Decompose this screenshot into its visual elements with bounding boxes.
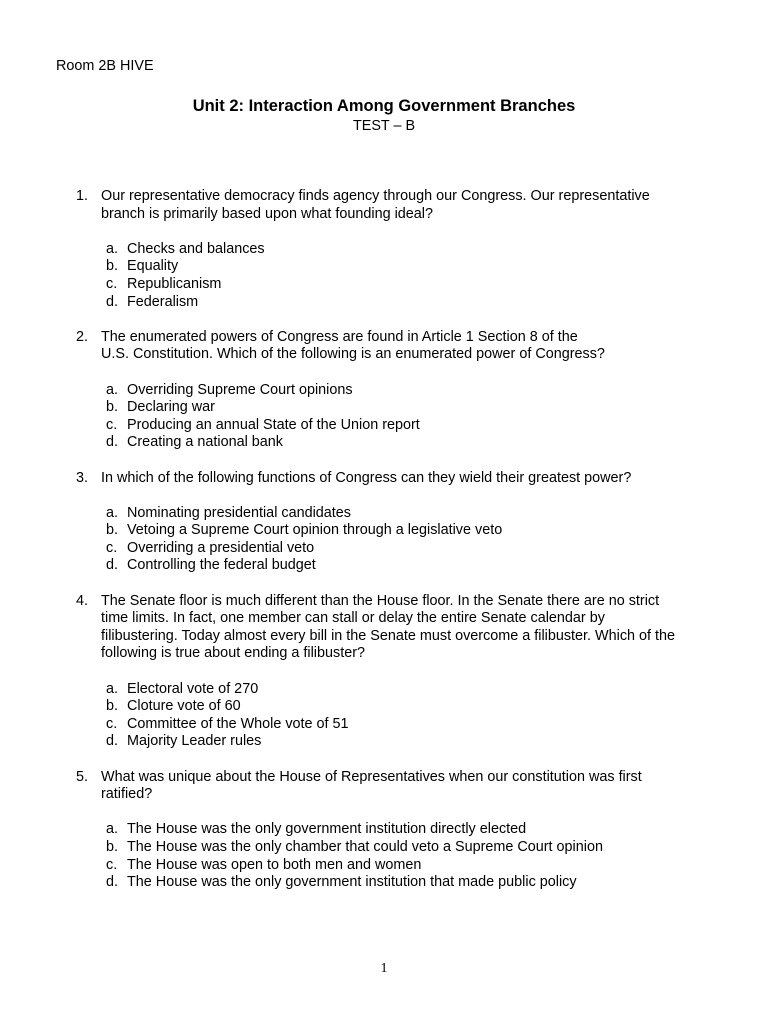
option-text: The House was the only government institution that made public policy — [127, 874, 577, 891]
option-letter: b. — [106, 838, 119, 855]
answer-option-c — [106, 540, 716, 558]
option-text: The House was the only government institution directly elected — [127, 821, 527, 838]
question-text — [101, 769, 716, 804]
answer-option-c — [106, 716, 716, 734]
question-number: 1. — [76, 188, 89, 204]
option-letter: d. — [106, 293, 119, 310]
question-text — [101, 329, 716, 364]
question-line: What was unique about the House of Representatives when our constitution was first — [101, 768, 642, 785]
option-text: Majority Leader rules — [127, 733, 262, 750]
room-label: Room 2B HIVE — [56, 58, 154, 74]
answer-options — [106, 821, 716, 891]
answer-options — [106, 241, 716, 311]
answer-option-b — [106, 258, 716, 276]
question-number: 4. — [76, 592, 89, 609]
question-line: time limits. In fact, one member can stall or delay the entire Senate calendar by — [101, 610, 605, 627]
option-text: Vetoing a Supreme Court opinion through a legislative veto — [127, 522, 503, 539]
option-letter: b. — [106, 698, 119, 715]
question-text — [101, 470, 716, 488]
option-text: Controlling the federal budget — [127, 557, 316, 574]
option-letter: a. — [106, 381, 119, 398]
question-text — [101, 593, 716, 663]
answer-option-b — [106, 399, 716, 417]
question-line: In which of the following functions of Congress can they wield their greatest power? — [101, 469, 632, 486]
option-letter: c. — [106, 715, 118, 732]
answer-options — [106, 681, 716, 751]
option-text: Nominating presidential candidates — [127, 504, 351, 521]
option-text: Overriding a presidential veto — [127, 539, 315, 556]
question-line: filibustering. Today almost every bill in the Senate must overcome a filibuster. Which of the — [101, 627, 676, 644]
option-letter: d. — [106, 733, 119, 750]
option-letter: a. — [106, 240, 119, 257]
question-line: Our representative democracy finds agency through our Congress. Our representative — [101, 188, 650, 204]
page-subtitle: TEST – B — [352, 118, 416, 134]
option-text: Equality — [127, 258, 179, 275]
answer-option-d — [106, 874, 716, 892]
option-text: Overriding Supreme Court opinions — [127, 381, 353, 398]
option-text: Checks and balances — [127, 240, 265, 257]
option-text: Producing an annual State of the Union report — [127, 416, 420, 433]
answer-option-a — [106, 821, 716, 839]
option-text: Federalism — [127, 293, 199, 310]
answer-option-a — [106, 681, 716, 699]
answer-option-d — [106, 557, 716, 575]
option-text: Electoral vote of 270 — [127, 680, 259, 697]
answer-option-a — [106, 241, 716, 259]
question-1 — [76, 188, 716, 311]
question-line: branch is primarily based upon what founding ideal? — [101, 205, 433, 222]
option-letter: b. — [106, 399, 119, 416]
question-number: 2. — [76, 328, 89, 345]
option-letter: b. — [106, 258, 119, 275]
answer-option-b — [106, 839, 716, 857]
question-4 — [76, 593, 716, 751]
option-letter: c. — [106, 416, 118, 433]
question-5 — [76, 769, 716, 892]
option-letter: c. — [106, 275, 118, 292]
question-line: U.S. Constitution. Which of the following is an enumerated power of Congress? — [101, 346, 605, 363]
option-text: Republicanism — [127, 275, 222, 292]
option-letter: c. — [106, 539, 118, 556]
option-letter: c. — [106, 856, 118, 873]
question-list — [76, 188, 716, 892]
page-number: 1 — [380, 961, 388, 976]
option-letter: a. — [106, 680, 119, 697]
answer-option-c — [106, 857, 716, 875]
option-letter: d. — [106, 557, 119, 574]
answer-option-b — [106, 698, 716, 716]
question-number: 5. — [76, 768, 89, 785]
option-text: The House was open to both men and women — [127, 856, 422, 873]
option-letter: b. — [106, 522, 119, 539]
answer-option-d — [106, 294, 716, 312]
option-text: Cloture vote of 60 — [127, 698, 241, 715]
question-line: The enumerated powers of Congress are found in Article 1 Section 8 of the — [101, 328, 578, 345]
answer-option-d — [106, 733, 716, 751]
answer-option-b — [106, 522, 716, 540]
question-text — [101, 188, 716, 223]
question-line: ratified? — [101, 786, 153, 803]
answer-option-c — [106, 417, 716, 435]
option-text: Committee of the Whole vote of 51 — [127, 715, 349, 732]
option-letter: a. — [106, 821, 119, 838]
page-title: Unit 2: Interaction Among Government Branches — [192, 97, 576, 115]
question-number: 3. — [76, 469, 89, 486]
answer-option-c — [106, 276, 716, 294]
answer-option-a — [106, 382, 716, 400]
question-line: The Senate floor is much different than the House floor. In the Senate there are no strict — [101, 592, 660, 609]
answer-option-d — [106, 434, 716, 452]
option-letter: d. — [106, 434, 119, 451]
answer-options — [106, 505, 716, 575]
question-3 — [76, 470, 716, 576]
question-line: following is true about ending a filibuster? — [101, 645, 365, 662]
option-letter: d. — [106, 874, 119, 891]
answer-options — [106, 382, 716, 452]
option-letter: a. — [106, 504, 119, 521]
answer-option-a — [106, 505, 716, 523]
option-text: Declaring war — [127, 399, 215, 416]
title-block — [0, 96, 768, 136]
option-text: Creating a national bank — [127, 434, 284, 451]
question-2 — [76, 329, 716, 452]
option-text: The House was the only chamber that could veto a Supreme Court opinion — [127, 838, 603, 855]
